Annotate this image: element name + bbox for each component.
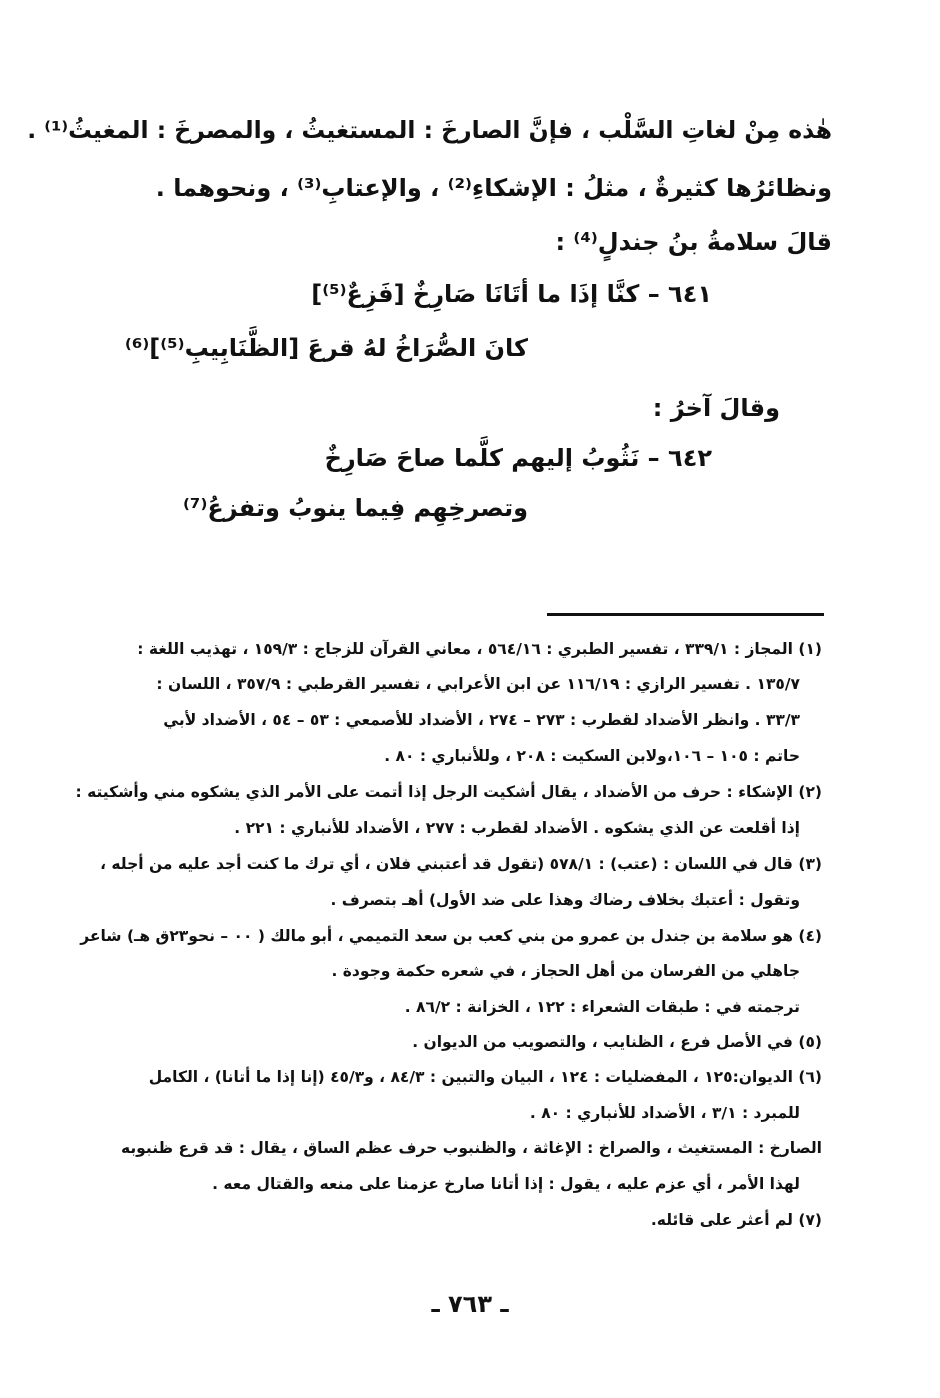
footnote-line: لهذا الأمر ، أي عزم عليه ، يقول : إذا أتانا صارخ عزمنا على منعه والقتال معه . <box>212 1175 800 1193</box>
verse-641-second-hemistich: كانَ الصُّرَاخُ لهُ قرعَ [الظَّنَابِيبِ⁽⁵⁾]⁽⁶⁾ <box>124 334 528 362</box>
body-line-2: ونظائرُها كثيرةٌ ، مثلُ : الإشكاءِ⁽²⁾ ، والإعتابِ⁽³⁾ ، ونحوهما . <box>155 174 832 202</box>
footnote-line: (٢) الإشكاء : حرف من الأضداد ، يقال أشكيت الرجل إذا أتمت على الأمر الذي يشكوه مني وأشكيته : <box>75 783 822 801</box>
body-line-other-poet: وقالَ آخرُ : <box>652 394 780 422</box>
footnote-line: (٧) لم أعثر على قائله. <box>650 1211 822 1229</box>
footnote-line: للمبرد : ٣/١ ، الأضداد للأنباري : ٨٠ . <box>529 1104 800 1122</box>
footnote-line: ٣٣/٣ . وانظر الأضداد لقطرب : ٢٧٣ – ٢٧٤ ، الأضداد للأصمعي : ٥٣ – ٥٤ ، الأضداد لأبي <box>163 711 800 729</box>
footnote-line: (٥) في الأصل فرع ، الظنايب ، والتصويب من الديوان . <box>412 1033 822 1051</box>
verse-641-first-hemistich: ٦٤١ – كنَّا إذَا ما أتَانَا صَارِخٌ [فَزِعٌ⁽⁵⁾] <box>311 280 712 308</box>
footnote-line: إذا أقلعت عن الذي يشكوه . الأضداد لقطرب : ٢٧٧ ، الأضداد للأنباري : ٢٢١ . <box>234 819 800 837</box>
footnote-line: (١) المجاز : ٣٣٩/١ ، تفسير الطبري : ٥٦٤/١٦ ، معاني القرآن للزجاج : ١٥٩/٣ ، تهذيب اللغة : <box>137 640 822 658</box>
footnote-line: (٣) قال في اللسان : (عتب) : ٥٧٨/١ (تقول قد أعتبني فلان ، أي ترك ما كنت أجد عليه من أجله ، <box>100 855 822 873</box>
footnote-line: ترجمته في : طبقات الشعراء : ١٢٢ ، الخزانة : ٨٦/٢ . <box>404 998 800 1016</box>
footnote-line: حاتم : ١٠٥ – ١٠٦،ولابن السكيت : ٢٠٨ ، وللأنباري : ٨٠ . <box>384 747 800 765</box>
footnote-line: الصارخ : المستغيث ، والصراخ : الإغاثة ، والظنبوب حرف عظم الساق ، يقال : قد قرع ظنبوبه <box>120 1139 822 1157</box>
body-line-1: هٰذه مِنْ لغاتِ السَّلْب ، فإنَّ الصارخَ : المستغيثُ ، والمصرخَ : المغيثُ⁽¹⁾ . <box>27 116 832 144</box>
page-number: ـ ٧٦٣ ـ <box>431 1290 509 1318</box>
footnote-line: (٤) هو سلامة بن جندل بن عمرو من بني كعب بن سعد التميمي ، أبو مالك ( ٠٠ – نحو٢٣ق هـ) شاعر <box>80 927 822 945</box>
footnote-line: (٦) الديوان:١٢٥ ، المفضليات : ١٢٤ ، البيان والتبين : ٨٤/٣ ، و٤٥/٣ (إنا إذا ما أتانا) ، الكامل <box>148 1068 822 1086</box>
verse-642-first-hemistich: ٦٤٢ – نَثُوبُ إليهم كلَّما صاحَ صَارِخٌ <box>324 444 712 472</box>
footnote-separator <box>547 613 824 616</box>
footnote-line: جاهلي من الفرسان من أهل الحجاز ، في شعره حكمة وجودة . <box>331 962 800 980</box>
footnote-line: وتقول : أعتبك بخلاف رضاك وهذا على ضد الأول) أهـ بتصرف . <box>330 891 800 909</box>
verse-642-second-hemistich: وتصرخِهِم فِيما ينوبُ وتفزعُ⁽⁷⁾ <box>183 494 528 522</box>
body-line-3: قالَ سلامةُ بنُ جندلٍ⁽⁴⁾ : <box>555 228 832 256</box>
footnote-line: ١٣٥/٧ . تفسير الرازي : ١١٦/١٩ عن ابن الأعرابي ، تفسير القرطبي : ٣٥٧/٩ ، اللسان : <box>156 675 800 693</box>
